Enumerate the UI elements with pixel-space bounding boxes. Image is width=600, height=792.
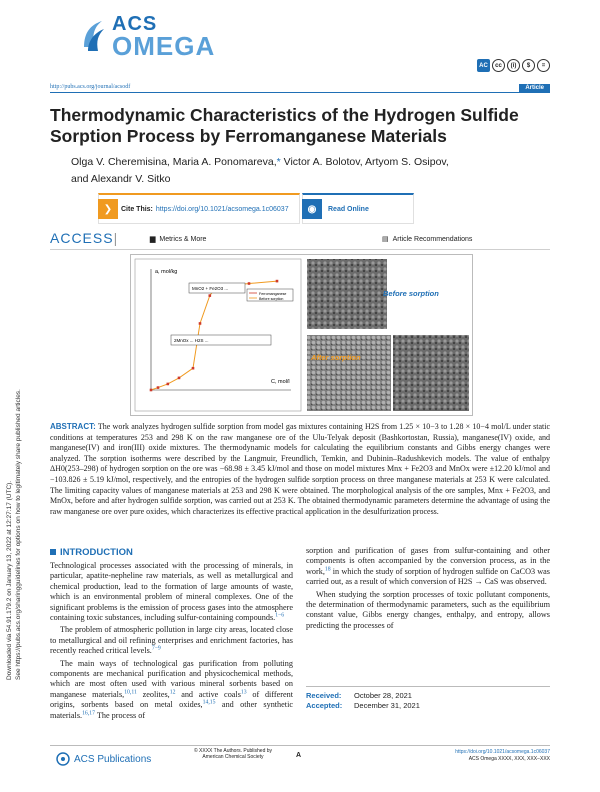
intro-paragraph-4: sorption and purification of gases from sulfur-containing and other components is often accompanied by the conversion process, as in the work,$^{18}$ in which the study of sorption of hydrogen sulfide on CaCO3 was carried out, as a result of which conversion of H2S → CaS was observed. bbox=[306, 546, 550, 587]
open-access-icon[interactable]: AC bbox=[477, 59, 490, 72]
page-number: A bbox=[296, 752, 302, 759]
abstract bbox=[50, 422, 550, 517]
publication-dates bbox=[306, 686, 550, 711]
footer-divider bbox=[50, 745, 550, 746]
footer-journal-citation: ACS Omega XXXX, XXX, XXX−XXX bbox=[468, 755, 550, 762]
journal-url-link[interactable]: http://pubs.acs.org/journal/acsodf bbox=[50, 84, 131, 90]
data-point bbox=[178, 377, 181, 380]
header-divider bbox=[50, 92, 550, 93]
sem-image-after-1 bbox=[307, 335, 391, 411]
document-icon: ▤ bbox=[382, 236, 389, 243]
citation-ref[interactable]: 14,15 bbox=[202, 699, 216, 706]
article-recommendations-link[interactable] bbox=[382, 235, 472, 243]
corresponding-author-asterisk[interactable]: * bbox=[276, 156, 281, 168]
legend-entry-2: Before sorption bbox=[259, 297, 284, 301]
accepted-date: Accepted: December 31, 2021 bbox=[306, 701, 420, 710]
acs-omega-logo[interactable] bbox=[80, 13, 216, 61]
after-sorption-label: After sorption bbox=[311, 353, 361, 362]
citation-ref[interactable]: 12 bbox=[169, 689, 176, 696]
attribution-icon[interactable]: (i) bbox=[507, 59, 520, 72]
acs-publications-logo-icon bbox=[56, 752, 70, 766]
sem-image-after-2 bbox=[393, 335, 469, 411]
data-point bbox=[192, 367, 195, 370]
article-title: Thermodynamic Characteristics of the Hydrogen Sulfide Sorption Process by Ferromanganese Materials bbox=[50, 105, 519, 146]
abstract-text: The work analyzes hydrogen sulfide sorption from model gas mixtures containing H2S from 1.25 × 10−3 to 1.28 × 10−4 mol/L under static conditions at temperatures 253 and 298 K on the raw manganese ore of the Ulu-Telyak deposit (Bashkortostan, Russia), manganese(IV) oxide, and manganese(IV) and iron(III) oxide mixtures. The thermodynamic models for calculating the equilibrium constants and Gibbs energy changes were analyzed. The sorption isotherms were described by the Langmuir, Freundlich, Temkin, and Dubinin–Radushkevich models. The value of enthalpy ΔH0(253–298) of hydrogen sorption on the ore was −68.98 ± 3.45 kJ/mol and those on model mixtures Mnx + Fe2O3 and MnOx were ±12.20 kJ/mol and −103.826 ± 5.19 kJ/mol, respectively, and the entropies of the hydrogen sulfide sorption process on three manganese materials at 253 K were calculated. The limiting capacity values of manganese materials at 253 and 298 K were obtained. The morphological analysis of the ore samples, Mnx + Fe2O3, and MnOx, before and after hydrogen sulfide sorption, was carried out at 253 K. The obtained thermodynamic parameters determine the advantage of using the raw manganese ore over pure oxides, which characterizes its effective practical application in the desulfurization process. bbox=[50, 422, 550, 516]
download-notice-sidebar bbox=[6, 220, 26, 690]
abstract-label: ABSTRACT: bbox=[50, 422, 96, 431]
cite-label: Cite This: bbox=[121, 205, 153, 213]
body-column-left bbox=[50, 561, 293, 723]
equation-bottom: 2MnOx ... H2S ... bbox=[174, 338, 209, 343]
logo-acs-text: ACS bbox=[112, 13, 158, 35]
sem-image-before-1 bbox=[307, 259, 387, 329]
equation-top: MnO2 + Fe2O3 ... bbox=[192, 286, 229, 291]
toc-graphic-svg bbox=[131, 255, 472, 415]
data-point bbox=[157, 386, 160, 389]
authors-line1b: Victor A. Bolotov, Artyom S. Osipov, bbox=[280, 156, 449, 168]
data-point bbox=[199, 322, 202, 325]
recommendations-label: Article Recommendations bbox=[392, 236, 473, 243]
noderivatives-icon[interactable]: = bbox=[537, 59, 550, 72]
cite-doi-link[interactable]: https://doi.org/10.1021/acsomega.1c06037 bbox=[155, 205, 289, 213]
read-online-label: Read Online bbox=[328, 205, 369, 213]
section-marker-icon bbox=[50, 549, 56, 555]
download-notice-line1: Downloaded via 54.91.179.2 on January 13, 2022 at 12:27:17 (UTC). bbox=[6, 480, 13, 680]
introduction-heading: INTRODUCTION bbox=[50, 547, 133, 558]
toc-graphic bbox=[130, 254, 473, 416]
bar-chart-icon: ▆ bbox=[150, 236, 156, 243]
authors-line1: Olga V. Cheremisina, Maria A. Ponomareva, bbox=[71, 156, 277, 168]
citation-ref[interactable]: 7−9 bbox=[151, 645, 161, 652]
cc-icon[interactable]: cc bbox=[492, 59, 505, 72]
metrics-label: Metrics & More bbox=[159, 236, 207, 243]
citation-ref[interactable]: 13 bbox=[240, 689, 247, 696]
article-type-badge: Article bbox=[519, 84, 550, 92]
citation-ref[interactable]: 16,17 bbox=[82, 709, 95, 716]
author-list bbox=[71, 154, 511, 188]
body-column-right bbox=[306, 546, 550, 633]
download-notice-line2: See https://pubs.acs.org/sharingguidelines for options on how to legitimately share published articles. bbox=[15, 389, 22, 680]
access-bar bbox=[50, 233, 550, 250]
data-point bbox=[209, 294, 212, 297]
copyright-notice: © XXXX The Authors. Published by American Chemical Society bbox=[193, 748, 273, 760]
noncommercial-icon[interactable]: $ bbox=[522, 59, 535, 72]
acs-omega-logo-mark-icon bbox=[80, 17, 106, 55]
logo-omega-text: OMEGA bbox=[112, 31, 216, 61]
cite-this-box[interactable] bbox=[98, 193, 300, 224]
citation-ref[interactable]: 10,11 bbox=[124, 689, 137, 696]
chart-y-axis-label: a, mol/kg bbox=[155, 269, 178, 275]
license-badges bbox=[477, 59, 550, 72]
acs-publications-logo[interactable] bbox=[56, 752, 151, 766]
data-point bbox=[167, 383, 170, 386]
access-label: ACCESS| bbox=[50, 230, 119, 246]
legend-entry-1: Ferromanganese bbox=[259, 292, 287, 296]
intro-paragraph-2: The problem of atmospheric pollution in large city areas, located close to metallurgical and oil refining enterprises and enrichment factories, has recently reached critical levels.$^{7-9}$ bbox=[50, 625, 293, 656]
before-sorption-label: Before sorption bbox=[383, 289, 439, 298]
authors-line2: and Alexandr V. Sitko bbox=[71, 173, 171, 185]
footer-doi-link[interactable]: https://doi.org/10.1021/acsomega.1c06037 bbox=[455, 749, 550, 755]
read-online-icon: ◉ bbox=[302, 199, 322, 219]
data-point bbox=[248, 282, 251, 285]
cite-icon: ❯ bbox=[98, 199, 118, 219]
footer-citation bbox=[455, 749, 550, 762]
intro-paragraph-3: The main ways of technological gas purification from polluting components are mechanical purification and physicochemical methods, which are most often used with various mineral sorbents based on manganese materials,$^{10,11}$ zeolites,$^{12}$ and active coals$^{13}$ of different origins, sorbents based on metal oxides,$^{14,15}$ and other synthetic materials.$^{16,17}$ The process of bbox=[50, 658, 293, 720]
intro-paragraph-1: Technological processes associated with the processing of minerals, in particular, apatite-nepheline raw materials, as well as metallurgical and chemical production, lead to the formation of large amounts of waste, which is an environmental problem of mineral complexes. One of the significant problems is the emission of process gases into the atmosphere containing toxic substances, including sulfur-containing compounds.$^{1-6}$ bbox=[50, 561, 293, 623]
publisher-name: ACS Publications bbox=[74, 753, 152, 765]
chart-x-axis-label: C, mol/l bbox=[271, 379, 290, 385]
data-point bbox=[150, 389, 153, 392]
citation-ref[interactable]: 1−6 bbox=[275, 612, 285, 619]
read-online-button[interactable] bbox=[302, 193, 414, 224]
metrics-link[interactable] bbox=[150, 235, 206, 243]
intro-paragraph-5: When studying the sorption processes of toxic pollutant components, the determination of thermodynamic parameters, such as the equilibrium constant value, Gibbs energy changes, enthalpy, and entropy, allows predicting the processes of bbox=[306, 589, 550, 630]
received-date: Received: October 28, 2021 bbox=[306, 691, 412, 700]
data-point bbox=[276, 280, 279, 283]
citation-ref[interactable]: 18 bbox=[324, 566, 331, 573]
